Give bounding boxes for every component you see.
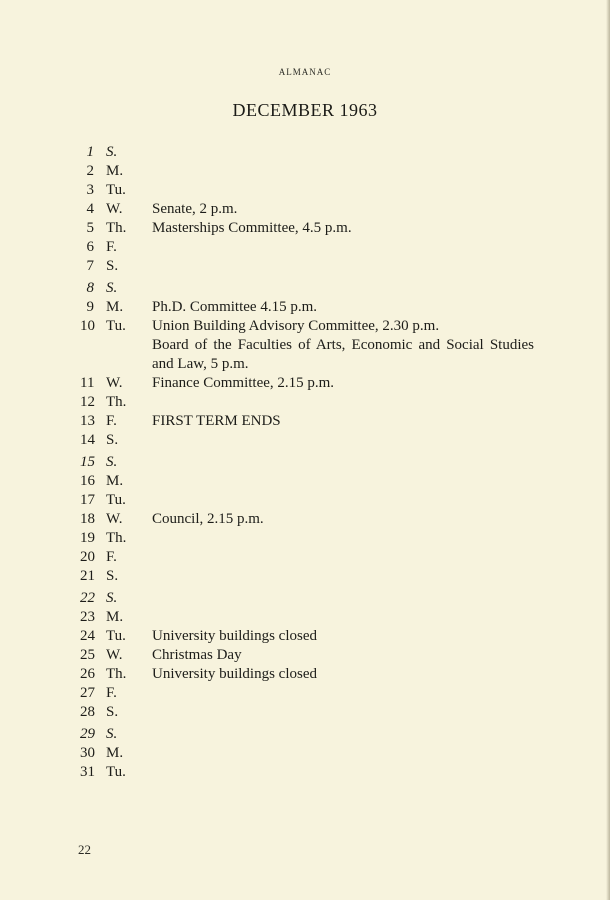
day-name: M. — [106, 745, 124, 761]
day-events — [152, 529, 534, 548]
day-number: 24 — [80, 628, 95, 644]
day-name: W. — [106, 201, 123, 217]
day-name: S. — [106, 590, 118, 606]
event-text: Christmas Day — [152, 647, 242, 663]
day-number: 27 — [80, 685, 95, 701]
day-events — [152, 744, 534, 763]
empty-event-line — [152, 162, 534, 181]
calendar-day-row — [0, 744, 610, 763]
day-name: S. — [106, 258, 119, 274]
day-number: 17 — [80, 492, 95, 508]
day-number: 3 — [86, 182, 94, 198]
day-events — [152, 589, 534, 608]
calendar-day-row — [0, 279, 610, 298]
empty-event-line — [152, 529, 534, 548]
day-number: 23 — [80, 609, 95, 625]
calendar-day-row — [0, 548, 610, 567]
empty-event-line — [152, 393, 534, 412]
page-title: DECEMBER 1963 — [232, 100, 378, 120]
empty-event-line — [152, 684, 534, 703]
calendar-day-row — [0, 453, 610, 472]
calendar-day-row — [0, 143, 610, 162]
calendar-list — [0, 140, 610, 782]
calendar-day-row — [0, 529, 610, 548]
day-name: Tu. — [106, 764, 126, 780]
day-events — [152, 567, 534, 586]
calendar-day-row — [0, 589, 610, 608]
empty-event-line — [152, 491, 534, 510]
day-events — [152, 646, 534, 665]
day-name: Tu. — [106, 182, 126, 198]
day-number: 5 — [86, 220, 94, 236]
day-name: F. — [106, 685, 117, 701]
day-events — [152, 491, 534, 510]
day-number: 28 — [80, 704, 95, 720]
day-name: S. — [106, 454, 118, 470]
empty-event-line — [152, 257, 534, 276]
day-name: Tu. — [106, 492, 126, 508]
page-number: 22 — [78, 842, 91, 857]
event-text: Board of the Faculties of Arts, Economic and Social Studies and Law, 5 p.m. — [152, 337, 534, 372]
event-text: Council, 2.15 p.m. — [152, 511, 264, 527]
calendar-day-row — [0, 763, 610, 782]
day-number: 19 — [80, 530, 95, 546]
day-name: M. — [106, 609, 124, 625]
event-text: Senate, 2 p.m. — [152, 201, 238, 217]
event-text: Finance Committee, 2.15 p.m. — [152, 375, 335, 391]
day-events — [152, 317, 534, 374]
day-events — [152, 238, 534, 257]
day-events — [152, 181, 534, 200]
calendar-day-row — [0, 725, 610, 744]
day-events — [152, 763, 534, 782]
day-events — [152, 298, 534, 317]
event-text: Union Building Advisory Committee, 2.30 p.m. — [152, 318, 440, 334]
day-name: Th. — [106, 666, 127, 682]
day-events — [152, 219, 534, 238]
day-number: 1 — [86, 144, 94, 160]
day-number: 4 — [86, 201, 94, 217]
day-name: S. — [106, 704, 119, 720]
calendar-day-row — [0, 646, 610, 665]
day-name: Th. — [106, 394, 127, 410]
day-name: S. — [106, 432, 119, 448]
day-name: M. — [106, 299, 124, 315]
day-number: 18 — [80, 511, 95, 527]
day-name: Th. — [106, 530, 127, 546]
calendar-day-row — [0, 412, 610, 431]
day-name: S. — [106, 726, 118, 742]
day-events — [152, 393, 534, 412]
day-name: Tu. — [106, 318, 126, 334]
day-events — [152, 703, 534, 722]
day-number: 12 — [80, 394, 95, 410]
day-events — [152, 684, 534, 703]
calendar-day-row — [0, 200, 610, 219]
day-name: S. — [106, 144, 118, 160]
calendar-day-row — [0, 393, 610, 412]
day-name: Th. — [106, 220, 127, 236]
day-number: 26 — [80, 666, 95, 682]
empty-event-line — [152, 431, 534, 450]
empty-event-line — [152, 567, 534, 586]
calendar-day-row — [0, 608, 610, 627]
day-name: F. — [106, 239, 117, 255]
calendar-day-row — [0, 684, 610, 703]
day-events — [152, 257, 534, 276]
day-name: M. — [106, 163, 124, 179]
empty-event-line — [152, 238, 534, 257]
day-events — [152, 472, 534, 491]
event-text: University buildings closed — [152, 628, 317, 644]
day-events — [152, 200, 534, 219]
day-name: W. — [106, 511, 123, 527]
empty-event-line — [152, 608, 534, 627]
day-name: F. — [106, 549, 117, 565]
calendar-day-row — [0, 510, 610, 529]
calendar-day-row — [0, 472, 610, 491]
day-name: S. — [106, 568, 119, 584]
empty-event-line — [152, 548, 534, 567]
day-number: 21 — [80, 568, 95, 584]
event-text: Masterships Committee, 4.5 p.m. — [152, 220, 352, 236]
day-events — [152, 627, 534, 646]
day-events — [152, 374, 534, 393]
event-text: University buildings closed — [152, 666, 317, 682]
day-events — [152, 143, 534, 162]
calendar-day-row — [0, 257, 610, 276]
calendar-day-row — [0, 238, 610, 257]
empty-event-line — [152, 725, 534, 744]
empty-event-line — [152, 472, 534, 491]
event-text: FIRST TERM ENDS — [152, 413, 281, 429]
section-label: ALMANAC — [278, 67, 332, 77]
empty-event-line — [152, 143, 534, 162]
day-number: 7 — [86, 258, 94, 274]
calendar-day-row — [0, 491, 610, 510]
day-name: M. — [106, 473, 124, 489]
day-events — [152, 665, 534, 684]
day-number: 22 — [80, 590, 95, 606]
day-number: 31 — [80, 764, 95, 780]
day-events — [152, 510, 534, 529]
day-events — [152, 412, 534, 431]
day-number: 16 — [80, 473, 95, 489]
empty-event-line — [152, 453, 534, 472]
day-name: S. — [106, 280, 118, 296]
day-number: 15 — [80, 454, 95, 470]
day-number: 30 — [80, 745, 95, 761]
day-events — [152, 431, 534, 450]
calendar-day-row — [0, 162, 610, 181]
event-text: Ph.D. Committee 4.15 p.m. — [152, 299, 317, 315]
day-number: 10 — [80, 318, 95, 334]
calendar-day-row — [0, 317, 610, 374]
empty-event-line — [152, 763, 534, 782]
day-number: 11 — [80, 375, 95, 391]
day-events — [152, 725, 534, 744]
day-name: F. — [106, 413, 117, 429]
day-number: 9 — [86, 299, 94, 315]
day-number: 25 — [80, 647, 95, 663]
day-events — [152, 279, 534, 298]
calendar-day-row — [0, 665, 610, 684]
calendar-day-row — [0, 703, 610, 722]
day-number: 2 — [86, 163, 94, 179]
calendar-day-row — [0, 374, 610, 393]
day-number: 6 — [86, 239, 94, 255]
day-name: W. — [106, 647, 123, 663]
day-events — [152, 453, 534, 472]
calendar-day-row — [0, 181, 610, 200]
calendar-day-row — [0, 627, 610, 646]
calendar-day-row — [0, 567, 610, 586]
empty-event-line — [152, 589, 534, 608]
empty-event-line — [152, 744, 534, 763]
day-name: Tu. — [106, 628, 126, 644]
day-number: 29 — [80, 726, 95, 742]
day-events — [152, 162, 534, 181]
day-name: W. — [106, 375, 123, 391]
empty-event-line — [152, 181, 534, 200]
day-events — [152, 608, 534, 627]
empty-event-line — [152, 279, 534, 298]
day-number: 14 — [80, 432, 95, 448]
day-events — [152, 548, 534, 567]
day-number: 20 — [80, 549, 95, 565]
calendar-day-row — [0, 219, 610, 238]
empty-event-line — [152, 703, 534, 722]
day-number: 8 — [86, 280, 94, 296]
calendar-day-row — [0, 431, 610, 450]
day-number: 13 — [80, 413, 95, 429]
calendar-day-row — [0, 298, 610, 317]
